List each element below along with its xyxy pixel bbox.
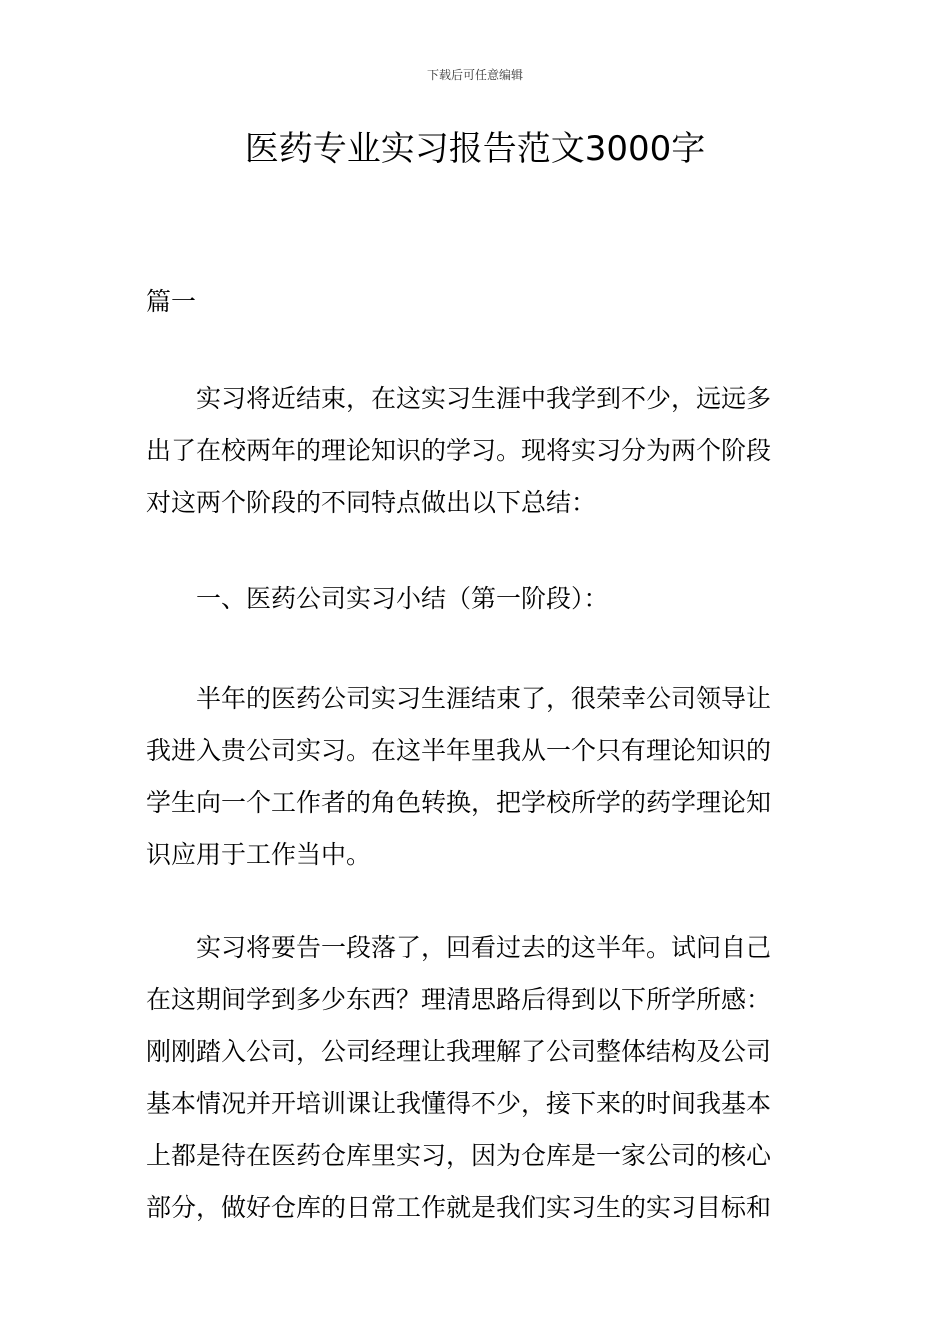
section-heading [146,573,806,625]
paragraph-line: 出了在校两年的理论知识的学习。现将实习分为两个阶段 [146,436,772,465]
paragraph-reflection [146,922,806,1234]
section-heading-text: 一、医药公司实习小结（第一阶段）： [196,584,609,613]
section-label: 篇一 [146,287,197,316]
paragraph-line: 半年的医药公司实习生涯结束了，很荣幸公司领导让 [196,684,772,713]
paragraph-line: 对这两个阶段的不同特点做出以下总结： [146,488,597,517]
paragraph-line: 我进入贵公司实习。在这半年里我从一个只有理论知识的 [146,736,772,765]
paragraph-line: 在这期间学到多少东西？理清思路后得到以下所学所感： [146,985,772,1014]
paragraph-line: 实习将近结束，在这实习生涯中我学到不少，远远多 [196,384,772,413]
paragraph-line: 学生向一个工作者的角色转换，把学校所学的药学理论知 [146,788,772,817]
paragraph-intro [146,373,806,529]
paragraph-line: 刚刚踏入公司，公司经理让我理解了公司整体结构及公司 [146,1037,772,1066]
paragraph-line: 实习将要告一段落了，回看过去的这半年。试问自己 [196,933,772,962]
paragraph-line: 部分，做好仓库的日常工作就是我们实习生的实习目标和 [146,1193,772,1222]
paragraph-line: 上都是待在医药仓库里实习，因为仓库是一家公司的核心 [146,1141,772,1170]
header-note: 下载后可任意编辑 [426,68,523,82]
paragraph-line: 识应用于工作当中。 [146,840,372,869]
paragraph-stage-one [146,673,806,881]
document-title: 医药专业实习报告范文3000字 [244,129,706,169]
paragraph-line: 基本情况并开培训课让我懂得不少，接下来的时间我基本 [146,1089,772,1118]
